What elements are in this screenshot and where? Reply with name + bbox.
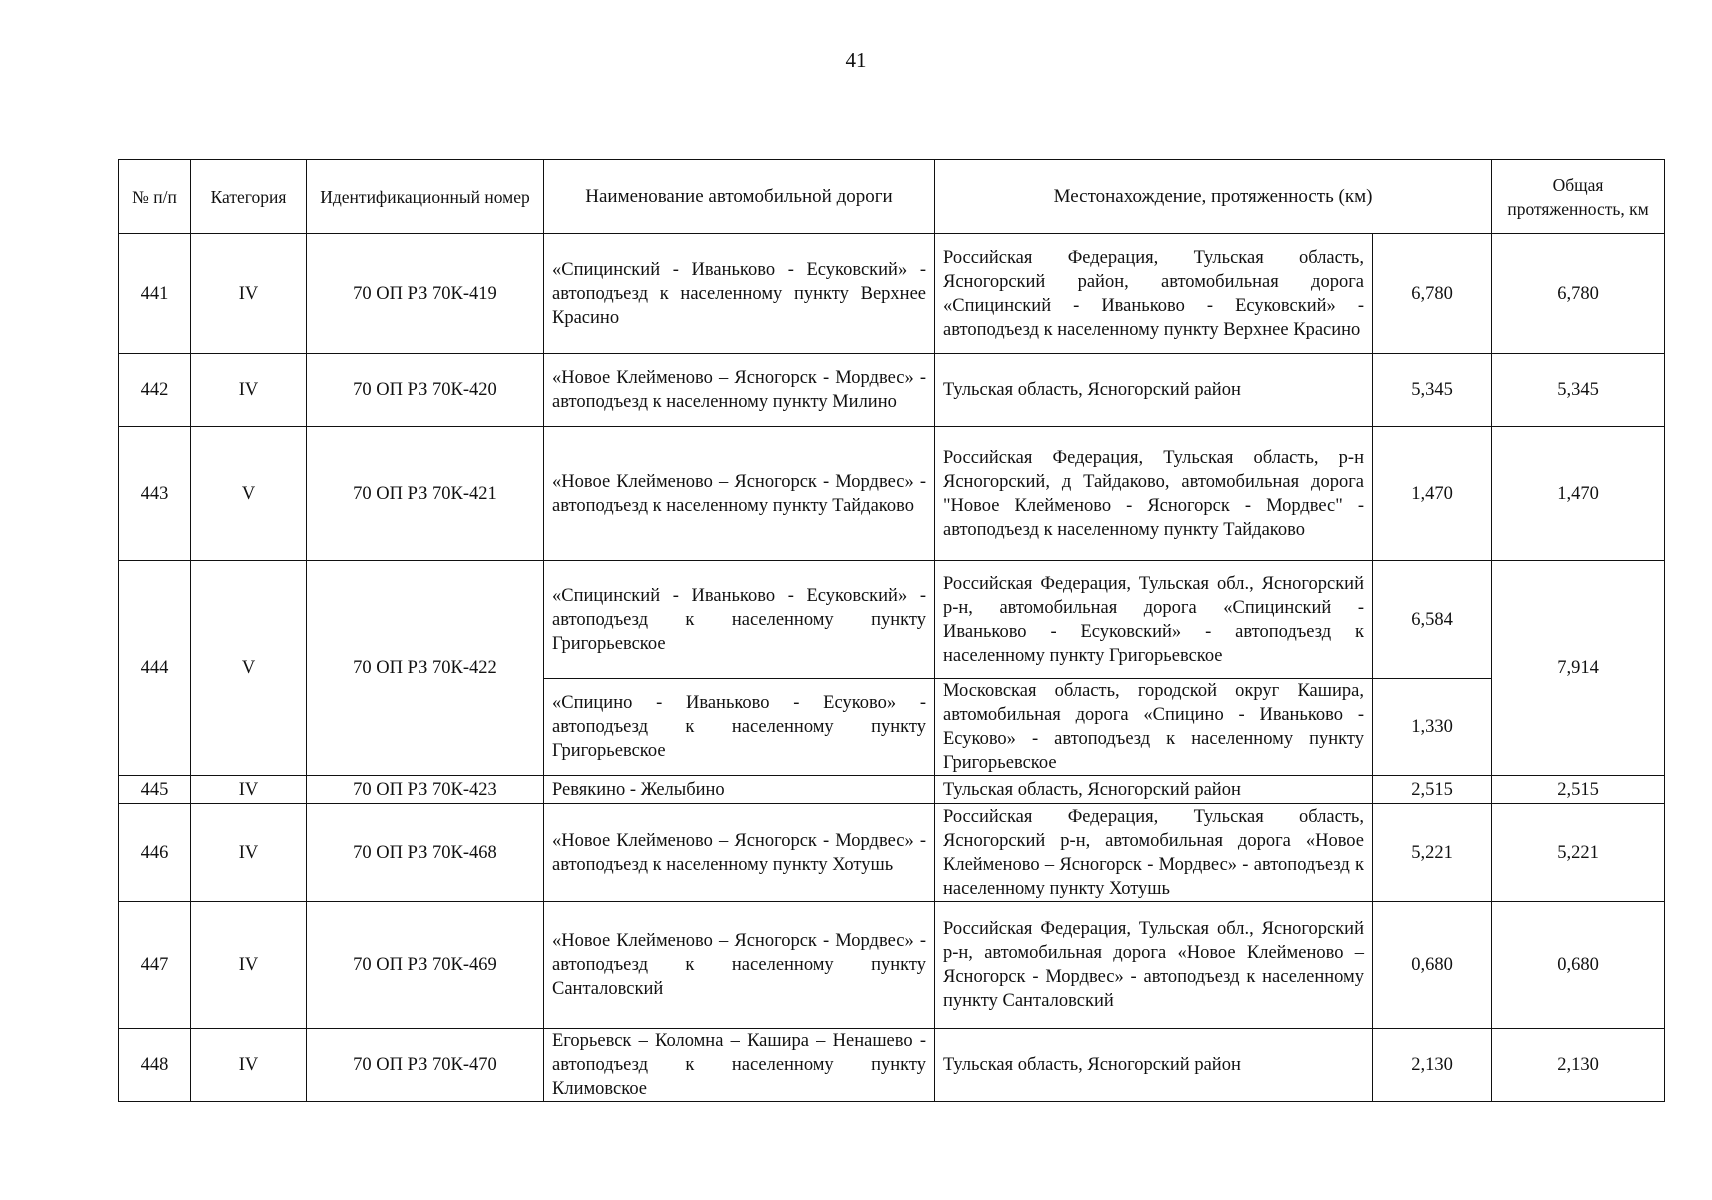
row-location: Российская Федерация, Тульская область, р-н Ясногорский, д Тайдаково, автомобильная дорога "Новое Клейменово - Ясногорск - Мордвес" - автоподъезд к населенному пункту Тайдаково [935,427,1373,561]
table-row [119,234,1665,354]
table-row [119,1029,1665,1102]
row-category: IV [191,804,307,902]
row-id: 70 ОП РЗ 70К-421 [307,427,544,561]
header-location: Местонахождение, протяженность (км) [935,160,1492,234]
row-name: Егорьевск – Коломна – Кашира – Ненашево - автоподъезд к населенному пункту Климовское [544,1029,935,1102]
row-length: 2,515 [1373,776,1492,804]
row-total: 6,780 [1492,234,1665,354]
row-length: 5,221 [1373,804,1492,902]
row-category: V [191,561,307,776]
row-id: 70 ОП РЗ 70К-468 [307,804,544,902]
row-length: 2,130 [1373,1029,1492,1102]
row-num: 441 [119,234,191,354]
row-total: 0,680 [1492,902,1665,1029]
row-num: 442 [119,354,191,427]
row-name: «Спицинский - Иваньково - Есуковский» - автоподъезд к населенному пункту Верхнее Красино [544,234,935,354]
row-category: V [191,427,307,561]
row-num: 443 [119,427,191,561]
row-total: 5,345 [1492,354,1665,427]
header-num: № п/п [119,160,191,234]
table-row [119,902,1665,1029]
roads-table [118,159,1665,1102]
row-id: 70 ОП РЗ 70К-419 [307,234,544,354]
row-length: 1,470 [1373,427,1492,561]
row-id: 70 ОП РЗ 70К-469 [307,902,544,1029]
row-length: 6,780 [1373,234,1492,354]
header-ident: Идентификационный номер [307,160,544,234]
row-length: 0,680 [1373,902,1492,1029]
row-location: Московская область, городской округ Кашира, автомобильная дорога «Спицино - Иваньково - Есуково» - автоподъезд к населенному пункту Григорьевское [935,679,1373,776]
row-name: «Новое Клейменово – Ясногорск - Мордвес» - автоподъезд к населенному пункту Санталовский [544,902,935,1029]
row-location: Российская Федерация, Тульская обл., Ясногорский р-н, автомобильная дорога «Новое Клейменово – Ясногорск - Мордвес» - автоподъезд к населенному пункту Санталовский [935,902,1373,1029]
table-row [119,354,1665,427]
table-row [119,804,1665,902]
row-location: Российская Федерация, Тульская область, Ясногорский район, автомобильная дорога «Спицинский - Иваньково - Есуковский» - автоподъезд к населенному пункту Верхнее Красино [935,234,1373,354]
page-number: 41 [845,48,867,72]
row-num: 446 [119,804,191,902]
row-total: 2,515 [1492,776,1665,804]
header-category: Категория [191,160,307,234]
table-header-row [119,160,1665,234]
row-name: «Новое Клейменово – Ясногорск - Мордвес» - автоподъезд к населенному пункту Хотушь [544,804,935,902]
row-total: 5,221 [1492,804,1665,902]
row-num: 445 [119,776,191,804]
row-id: 70 ОП РЗ 70К-420 [307,354,544,427]
row-name: «Спицино - Иваньково - Есуково» - автоподъезд к населенному пункту Григорьевское [544,679,935,776]
row-length: 5,345 [1373,354,1492,427]
row-location: Российская Федерация, Тульская область, Ясногорский р-н, автомобильная дорога «Новое Клейменово – Ясногорск - Мордвес» - автоподъезд к населенному пункту Хотушь [935,804,1373,902]
row-category: IV [191,354,307,427]
row-length: 1,330 [1373,679,1492,776]
row-id: 70 ОП РЗ 70К-470 [307,1029,544,1102]
row-location: Тульская область, Ясногорский район [935,354,1373,427]
row-category: IV [191,234,307,354]
table-row [119,427,1665,561]
row-num: 448 [119,1029,191,1102]
row-num: 444 [119,561,191,776]
row-category: IV [191,776,307,804]
row-total: 1,470 [1492,427,1665,561]
row-name: «Спицинский - Иваньково - Есуковский» - автоподъезд к населенному пункту Григорьевское [544,561,935,679]
row-name: «Новое Клейменово – Ясногорск - Мордвес» - автоподъезд к населенному пункту Милино [544,354,935,427]
row-category: IV [191,902,307,1029]
row-location: Российская Федерация, Тульская обл., Ясногорский р-н, автомобильная дорога «Спицинский - Иваньково - Есуковский» - автоподъезд к населенному пункту Григорьевское [935,561,1373,679]
table-row [119,561,1665,679]
table-row [119,776,1665,804]
row-name: «Новое Клейменово – Ясногорск - Мордвес» - автоподъезд к населенному пункту Тайдаково [544,427,935,561]
row-total: 7,914 [1492,561,1665,776]
row-length: 6,584 [1373,561,1492,679]
header-total: Общая протяженность, км [1492,160,1665,234]
row-category: IV [191,1029,307,1102]
row-name: Ревякино - Желыбино [544,776,935,804]
row-location: Тульская область, Ясногорский район [935,776,1373,804]
row-id: 70 ОП РЗ 70К-422 [307,561,544,776]
row-location: Тульская область, Ясногорский район [935,1029,1373,1102]
row-id: 70 ОП РЗ 70К-423 [307,776,544,804]
row-num: 447 [119,902,191,1029]
header-name: Наименование автомобильной дороги [544,160,935,234]
row-total: 2,130 [1492,1029,1665,1102]
